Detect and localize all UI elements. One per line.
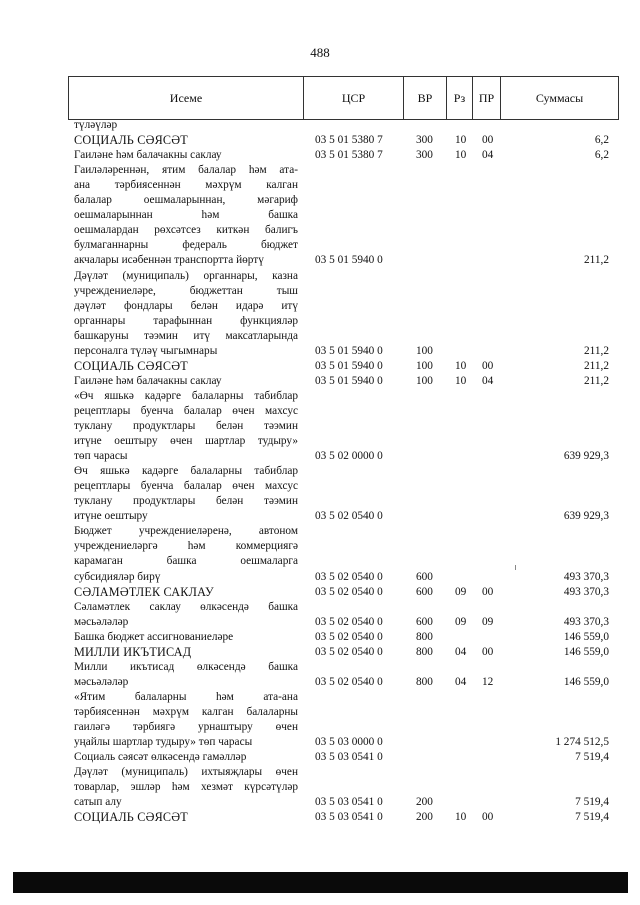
scan-mark [515,565,516,570]
table-row [0,540,640,553]
cell-name: СОЦИАЛЬ СӘЯСӘТ [74,810,188,825]
table-row [0,631,640,644]
cell-name: туклану продуктлары белән тәэмин [74,420,298,432]
cell-name: оешмаларыннан һәм башка [74,209,298,222]
table-row [0,209,640,222]
header-sum: Суммасы [535,90,584,105]
cell-name: Бюджет учреждениеләренә, автоном [74,525,298,538]
table-row [0,510,640,523]
cell-name: балалар оешмаларыннан, мәгариф [74,194,298,207]
cell-sum: 211,2 [584,344,609,357]
cell-rz: 04 [455,675,467,688]
cell-csr: 03 5 02 0540 0 [315,510,383,523]
cell-name: сатып алу [74,796,122,809]
table-row [0,119,640,132]
cell-sum: 639 929,3 [563,450,609,463]
cell-sum: 1 274 512,5 [555,736,609,749]
cell-vr: 300 [416,149,433,162]
cell-rz: 10 [455,374,467,387]
cell-sum: 7 519,4 [575,796,609,809]
cell-pr: 00 [482,585,494,598]
table-row [0,254,640,267]
cell-rz: 09 [455,585,467,598]
table-row [0,390,640,403]
cell-csr: 03 5 03 0000 0 [315,736,383,749]
page-number: 488 [310,45,330,60]
cell-pr: 00 [482,645,494,658]
cell-pr: 04 [482,149,494,162]
cell-name: рецептлары буенча балалар өчен махсус [74,404,298,417]
cell-csr: 03 5 01 5940 0 [315,359,383,372]
cell-sum: 493 370,3 [563,615,609,628]
header-name: Исеме [169,90,203,105]
cell-sum: 639 929,3 [563,510,609,523]
cell-name: акчалары исәбеннән транспортта йөртү [74,254,264,267]
table-row [0,420,640,433]
table-row [0,766,640,779]
cell-csr: 03 5 01 5380 7 [315,149,383,162]
table-row [0,330,640,343]
cell-pr: 00 [482,359,494,372]
table-row [0,164,640,177]
cell-name: ана тәрбиясеннән мәхрүм калган [74,179,298,192]
cell-name: итүне оештыру өчен шартлар тудыру» [74,435,298,448]
table-header [68,76,619,120]
table-row [0,691,640,704]
cell-csr: 03 5 03 0541 0 [315,811,383,824]
table-row [0,194,640,207]
table-row [0,345,640,358]
cell-name: СОЦИАЛЬ СӘЯСӘТ [74,358,188,373]
cell-name: Дәүләт (муниципаль) ихтыяҗлары өчен [74,766,298,779]
cell-vr: 800 [416,645,433,658]
cell-name: Дәүләт (муниципаль) органнары, казна [74,269,298,282]
table-row [0,811,640,824]
table-row [0,676,640,689]
cell-rz: 10 [455,811,467,824]
cell-name: гаиләгә тәрбиягә урнаштыру өчен [74,721,298,733]
cell-csr: 03 5 02 0000 0 [315,450,383,463]
cell-name: рецептлары буенча балалар өчен махсус [74,480,298,493]
cell-vr: 100 [416,344,433,357]
cell-name: итүне оештыру [74,510,148,523]
cell-sum: 211,2 [584,374,609,387]
cell-name: Сәламәтлек саклау өлкәсендә башка [74,600,298,613]
cell-name: булмаганнарны федераль бюджет [74,239,298,252]
cell-sum: 146 559,0 [563,645,609,658]
table-row [0,721,640,734]
cell-name: «Ятим балаларны һәм ата-ана [74,690,298,703]
cell-vr: 100 [416,359,433,372]
cell-name: Социаль сәясәт өлкәсендә гамәлләр [74,751,247,764]
table-row [0,149,640,162]
cell-rz: 10 [455,359,467,372]
cell-sum: 493 370,3 [563,585,609,598]
cell-sum: 6,2 [594,149,609,162]
cell-csr: 03 5 02 0540 0 [315,645,383,658]
table-row [0,601,640,614]
cell-csr: 03 5 02 0540 0 [315,675,383,688]
cell-name: субсидияләр бирү [74,570,161,583]
cell-name: төп чарасы [74,450,128,463]
cell-sum: 211,2 [584,254,609,267]
table-row [0,480,640,493]
table-row [0,285,640,298]
cell-name: СОЦИАЛЬ СӘЯСӘТ [74,133,188,148]
table-row [0,661,640,674]
table-row [0,495,640,508]
header-rz: Рз [453,90,466,105]
cell-vr: 300 [416,134,433,147]
table-row [0,300,640,313]
table-row [0,134,640,147]
table-row [0,781,640,794]
cell-name: органнары тарафыннан функцияләр [74,314,298,327]
header-pr: ПР [478,90,495,105]
cell-csr: 03 5 02 0540 0 [315,585,383,598]
cell-name: персоналга түләү чыгымнары [74,344,218,357]
cell-sum: 6,2 [594,134,609,147]
cell-name: тәрбиясеннән мәхрүм калган балаларны [74,705,298,718]
cell-name: «Өч яшькә кадәрге балаларны табиблар [74,389,298,402]
cell-csr: 03 5 01 5940 0 [315,374,383,387]
cell-vr: 100 [416,374,433,387]
cell-vr: 600 [416,570,433,583]
cell-sum: 146 559,0 [563,675,609,688]
table-row [0,736,640,749]
cell-pr: 09 [482,615,494,628]
table-row [0,224,640,237]
table-row [0,435,640,448]
cell-csr: 03 5 02 0540 0 [315,630,383,643]
scan-edge-bar [13,872,628,893]
cell-pr: 00 [482,811,494,824]
cell-rz: 04 [455,645,467,658]
cell-name: Милли икътисад өлкәсендә башка [74,660,298,673]
cell-rz: 09 [455,615,467,628]
cell-rz: 10 [455,134,467,147]
table-row [0,706,640,719]
cell-name: учреждениеләре, бюджеттан тыш [74,284,298,297]
table-row [0,405,640,418]
cell-sum: 211,2 [584,359,609,372]
table-row [0,315,640,328]
table-row [0,616,640,629]
cell-csr: 03 5 03 0541 0 [315,751,383,764]
cell-csr: 03 5 01 5940 0 [315,254,383,267]
table-row [0,450,640,463]
table-row [0,179,640,192]
cell-vr: 600 [416,615,433,628]
cell-vr: 200 [416,811,433,824]
table-row [0,796,640,809]
table-row [0,525,640,538]
table-row [0,555,640,568]
table-row [0,586,640,599]
cell-sum: 146 559,0 [563,630,609,643]
cell-vr: 600 [416,585,433,598]
cell-name: түләүләр [74,119,118,131]
table-row [0,465,640,478]
header-vr: ВР [417,90,433,105]
table-row [0,239,640,252]
cell-name: оешмалардан рөхсәтсез киткән балигъ [74,224,298,237]
cell-sum: 7 519,4 [575,811,609,824]
cell-name: карамаган башка оешмаларга [74,555,298,568]
cell-vr: 800 [416,630,433,643]
cell-name: туклану продуктлары белән тәэмин [74,495,298,508]
cell-sum: 493 370,3 [563,570,609,583]
table-row [0,375,640,388]
cell-vr: 800 [416,675,433,688]
cell-name: Өч яшькә кадәрге балаларны табиблар [74,465,298,478]
cell-csr: 03 5 01 5380 7 [315,134,383,147]
cell-name: МИЛЛИ ИКЪТИСАД [74,644,192,659]
cell-name: товарлар, эшләр һәм хезмәт күрсәтүләр [74,781,298,794]
cell-name: башкаруны тәэмин итү максатларында [74,329,298,342]
cell-pr: 04 [482,374,494,387]
cell-csr: 03 5 03 0541 0 [315,796,383,809]
cell-sum: 7 519,4 [575,751,609,764]
table-row [0,751,640,764]
cell-name: Гаиләләреннән, ятим балалар һәм ата- [74,164,298,177]
table-row [0,646,640,659]
cell-name: Гаиләне һәм балачакны саклау [74,149,222,162]
table-row [0,270,640,283]
cell-name: дәүләт фондлары белән идарә итү [74,299,298,312]
cell-name: учреждениеләргә һәм коммерциягә [74,540,298,553]
cell-csr: 03 5 02 0540 0 [315,615,383,628]
cell-name: уңайлы шартлар тудыру» төп чарасы [74,736,253,749]
cell-name: Башка бюджет ассигнованиеләре [74,630,234,643]
table-row [0,571,640,584]
cell-pr: 12 [482,675,494,688]
cell-rz: 10 [455,149,467,162]
cell-pr: 00 [482,134,494,147]
header-csr: ЦСР [341,90,366,105]
cell-name: Гаиләне һәм балачакны саклау [74,374,222,387]
cell-csr: 03 5 02 0540 0 [315,570,383,583]
cell-name: СӘЛАМӘТЛЕК САКЛАУ [74,584,214,599]
cell-name: мәсьәләләр [74,615,129,628]
cell-csr: 03 5 01 5940 0 [315,344,383,357]
table-row [0,360,640,373]
cell-vr: 200 [416,796,433,809]
cell-name: мәсьәләләр [74,675,129,688]
